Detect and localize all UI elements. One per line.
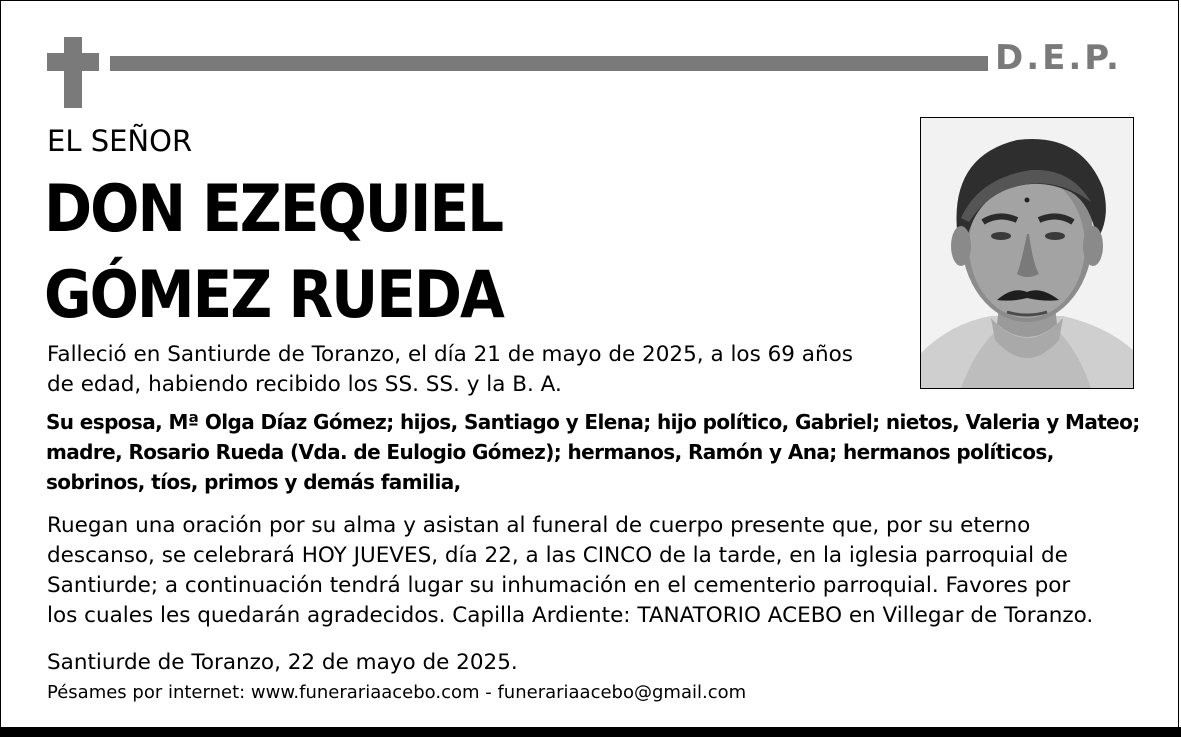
- dep-mark: D.E.P.: [995, 38, 1122, 78]
- dateline: Santiurde de Toranzo, 22 de mayo de 2025.: [47, 650, 518, 675]
- funeral-line: descanso, se celebrará HOY JUEVES, día 22, a las CINCO de la tarde, en la iglesia parroquial de: [47, 543, 1068, 568]
- portrait-photo: [920, 117, 1134, 389]
- funeral-line: Santiurde; a continuación tendrá lugar su inhumación en el cementerio parroquial. Favores por: [47, 573, 1071, 598]
- family-list: [46, 407, 1156, 497]
- cross-icon-bar: [47, 53, 99, 71]
- family-line: sobrinos, tíos, primos y demás familia,: [46, 470, 461, 494]
- funeral-line: Ruegan una oración por su alma y asistan al funeral de cuerpo presente que, por su eterno: [47, 513, 1031, 538]
- death-notice-line: de edad, habiendo recibido los SS. SS. y la B. A.: [47, 372, 562, 397]
- bottom-rule: [0, 727, 1181, 737]
- salutation: EL SEÑOR: [47, 124, 193, 158]
- funeral-details: [47, 511, 1157, 631]
- funeral-line: los cuales les quedarán agradecidos. Capilla Ardiente: TANATORIO ACEBO en Villegar de Toranzo.: [47, 603, 1094, 628]
- death-notice-line: Falleció en Santiurde de Toranzo, el día 21 de mayo de 2025, a los 69 años: [47, 342, 853, 367]
- deceased-name-line1: DON EZEQUIEL: [44, 170, 503, 247]
- portrait-image: [921, 118, 1133, 388]
- header-rule: [110, 56, 988, 71]
- death-notice: [47, 340, 897, 400]
- deceased-name-line2: GÓMEZ RUEDA: [44, 256, 503, 333]
- family-line: Su esposa, Mª Olga Díaz Gómez; hijos, Santiago y Elena; hijo político, Gabriel; nietos, Valeria y Mateo;: [46, 410, 1140, 434]
- condolences-web: Pésames por internet: www.funerariaacebo.com - funerariaacebo@gmail.com: [47, 682, 747, 703]
- cross-icon: [64, 37, 82, 108]
- deceased-name: [44, 166, 503, 338]
- family-line: madre, Rosario Rueda (Vda. de Eulogio Gómez); hermanos, Ramón y Ana; hermanos políticos,: [46, 440, 1054, 464]
